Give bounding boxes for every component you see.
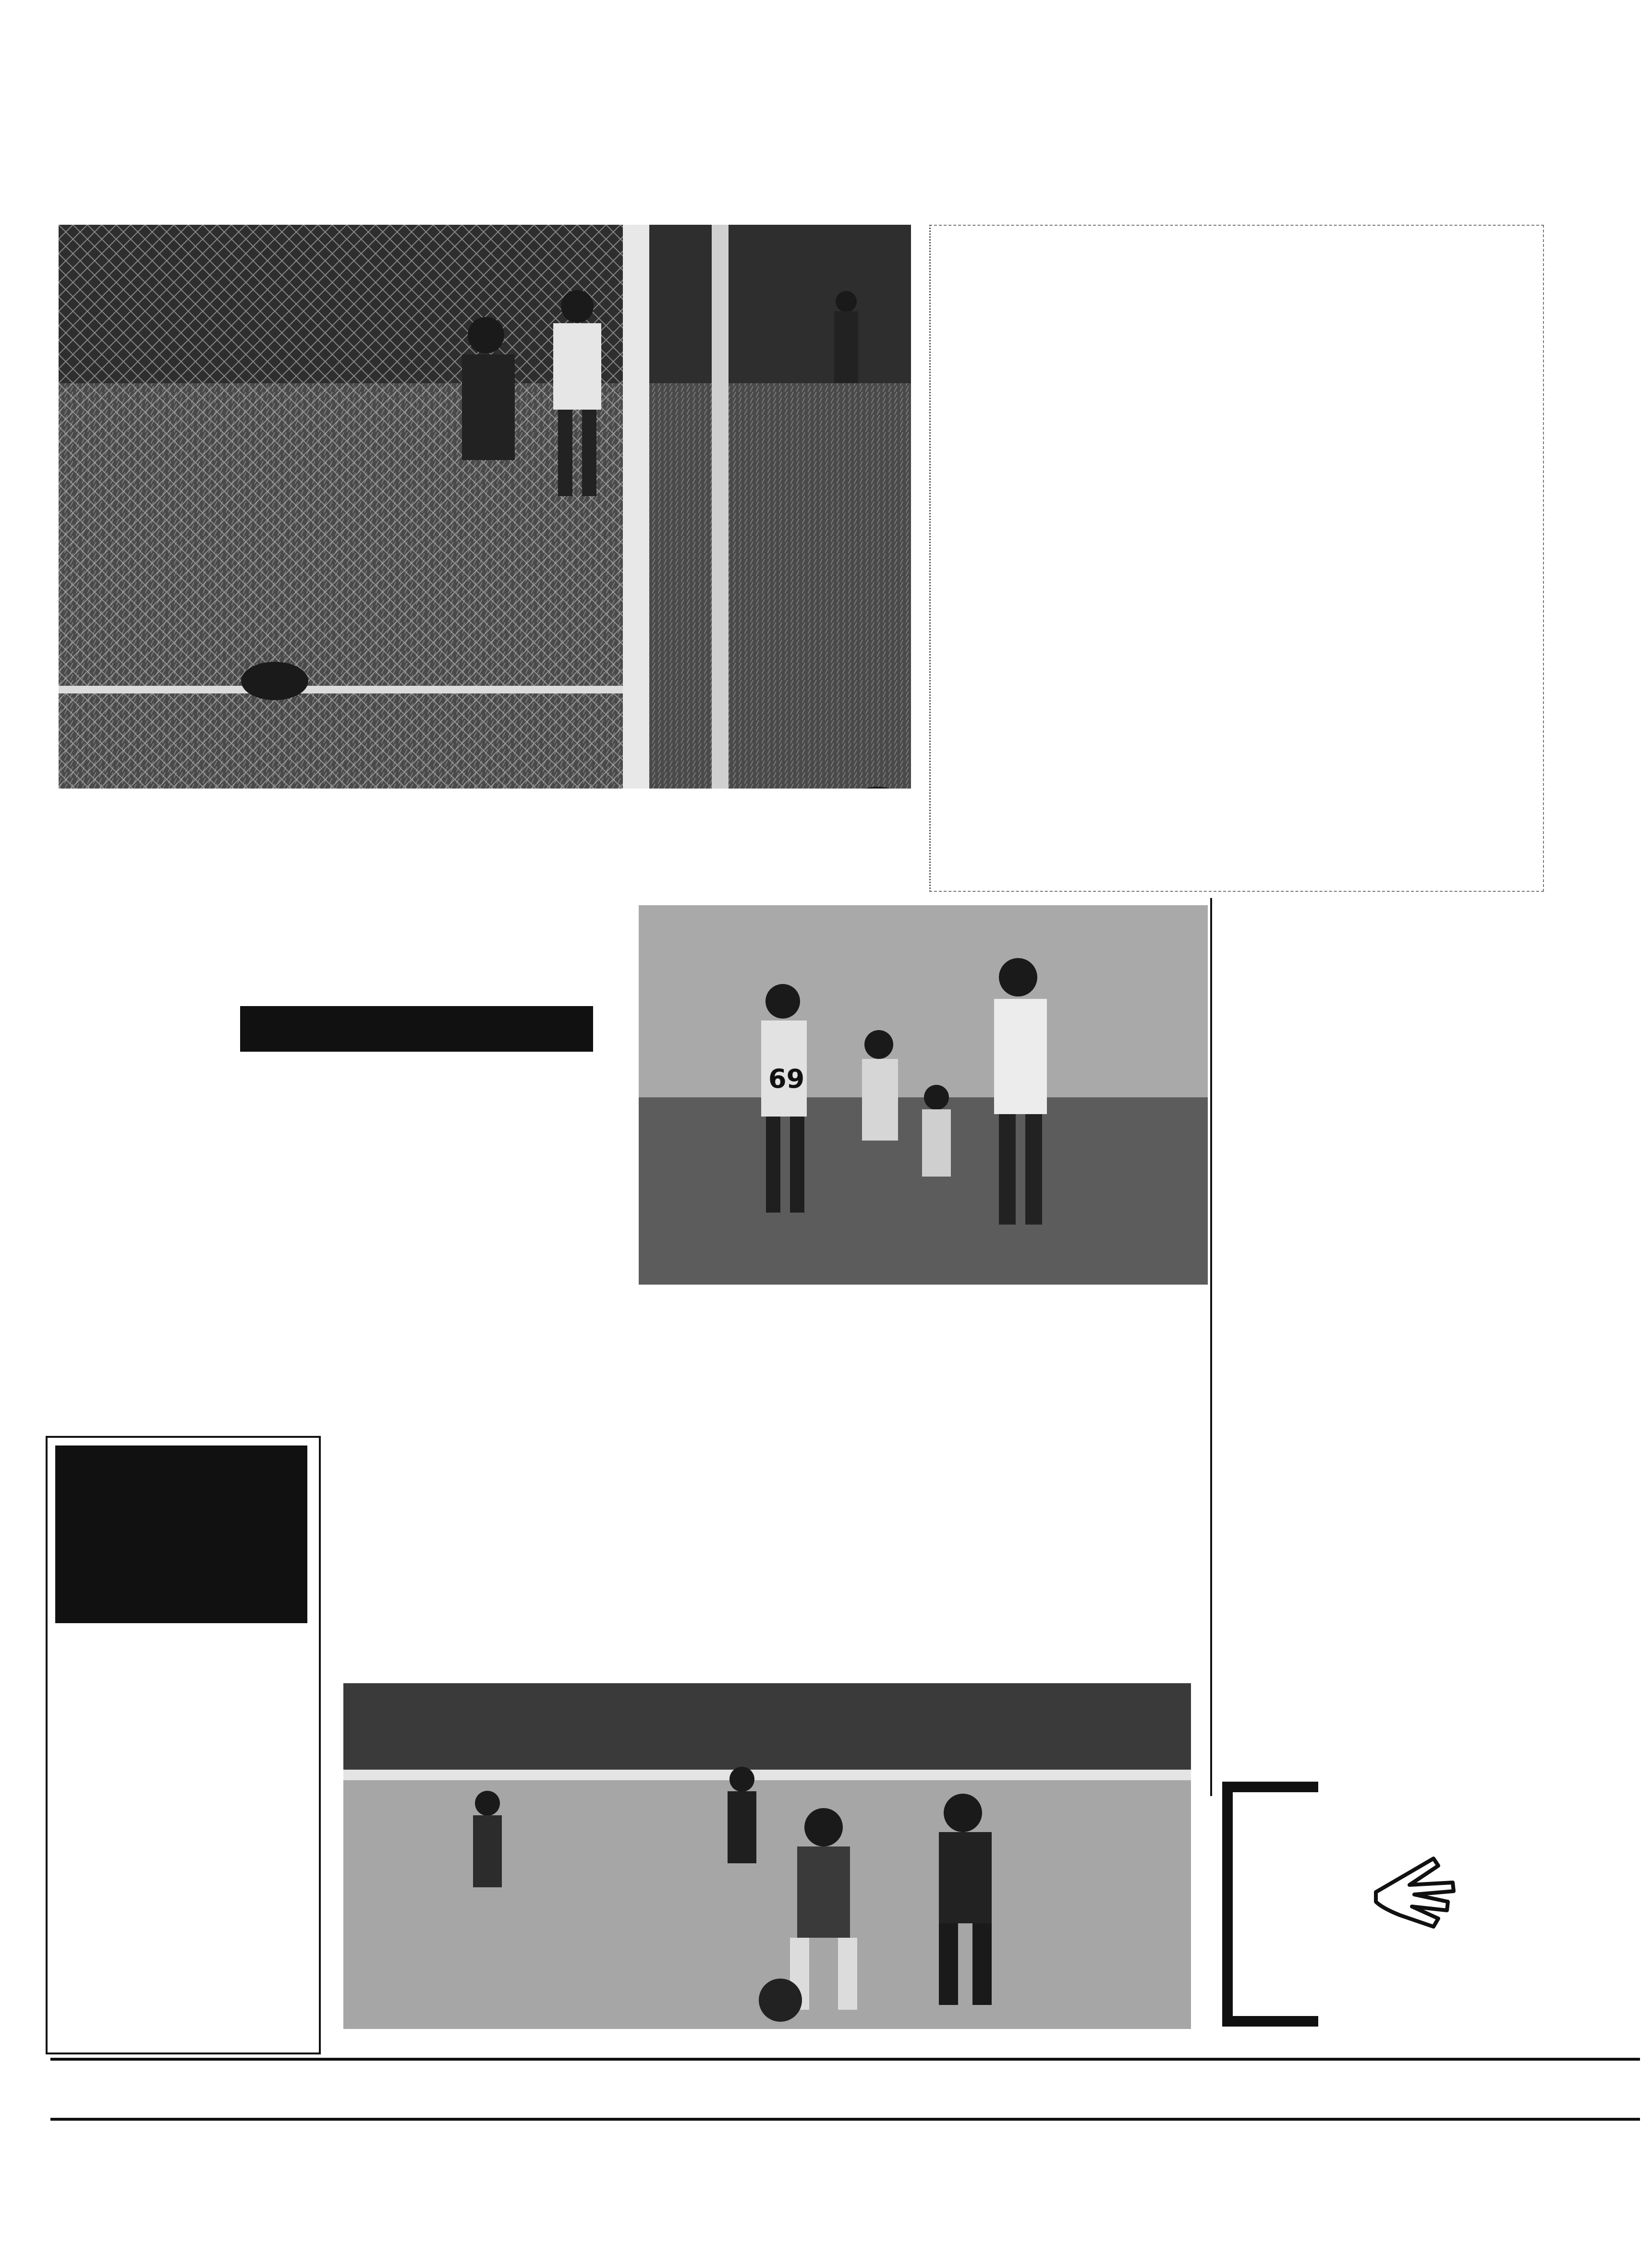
pointing-hand-icon [1366,1834,1467,1945]
footer-rule-bottom [50,2118,1640,2121]
logo-dot-column [1472,1782,1489,2027]
logo-bracket [1222,1782,1318,2027]
photo-covas-match [343,1683,1191,2029]
photo-goal-net [59,225,911,789]
photo-corta-mato [639,905,1208,1285]
footer-rule-top [50,2058,1640,2061]
saquinho-byline [240,1006,593,1052]
masthead [0,0,1652,182]
desportos-logo [1222,1782,1491,2031]
guitarras-divider [1210,898,1212,1796]
svg-text:69: 69 [768,1064,805,1094]
dot-divider-top [50,185,1640,206]
article-futebol-box [929,225,1544,892]
remates-headline-box [55,1445,307,1623]
